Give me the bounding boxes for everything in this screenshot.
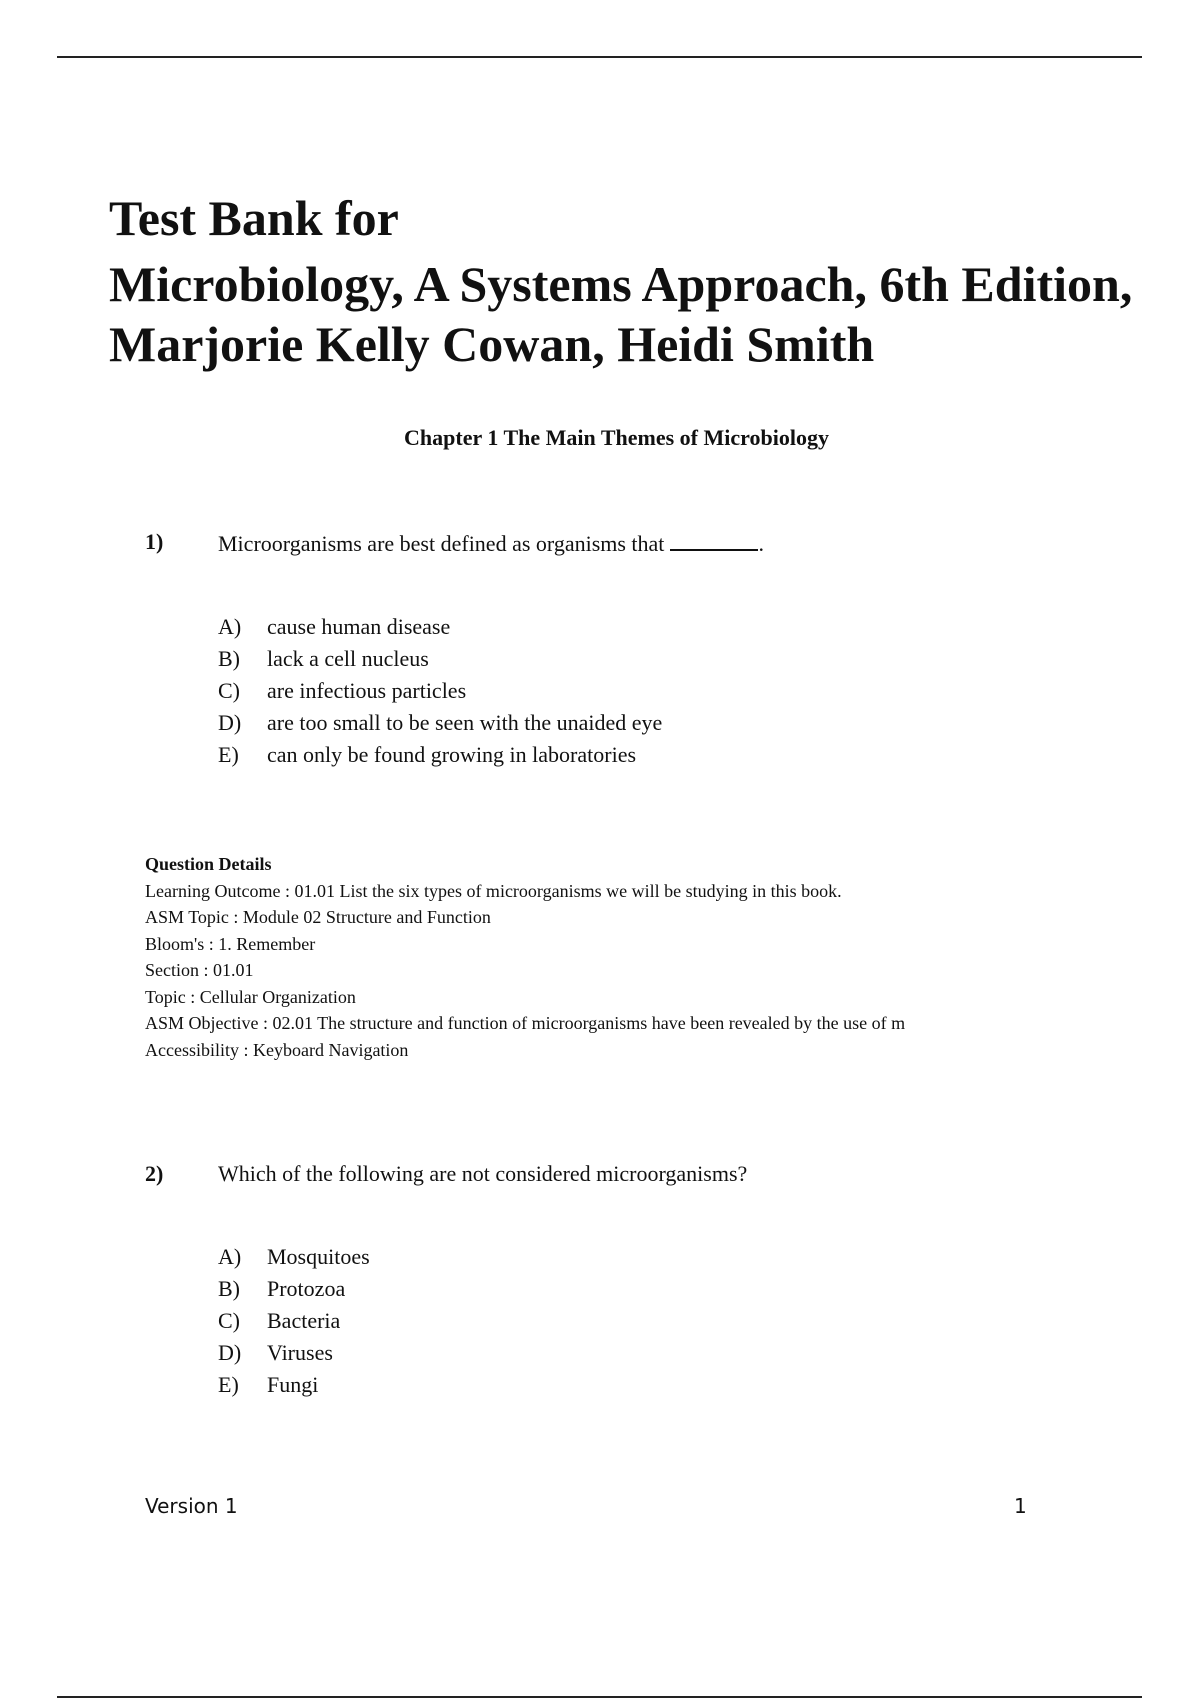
option-a	[218, 611, 1145, 643]
question-number: 1)	[145, 529, 164, 554]
detail-blooms: Bloom's : 1. Remember	[145, 933, 316, 954]
footer-version: Version 1	[145, 1494, 238, 1518]
option-letter: C)	[218, 678, 240, 703]
detail-topic: Topic : Cellular Organization	[145, 986, 356, 1007]
option-e	[218, 1369, 1145, 1401]
option-letter: B)	[218, 646, 240, 671]
option-letter: D)	[218, 710, 242, 735]
option-c	[218, 1305, 1145, 1337]
option-text: lack a cell nucleus	[267, 646, 429, 671]
question-details-heading: Question Details	[145, 854, 272, 874]
option-letter: E)	[218, 742, 239, 767]
option-b	[218, 643, 1145, 675]
question-text-body: Microorganisms are best defined as organisms that	[218, 531, 665, 556]
question-number: 2)	[145, 1161, 164, 1186]
question-2	[145, 1159, 1145, 1401]
document-title	[109, 190, 1169, 374]
option-text: Bacteria	[267, 1308, 341, 1333]
question-stem	[145, 527, 1145, 559]
option-letter: B)	[218, 1276, 240, 1301]
chapter-heading: Chapter 1 The Main Themes of Microbiology	[404, 425, 829, 450]
detail-section: Section : 01.01	[145, 960, 254, 980]
footer-page-number: 1	[1014, 1494, 1027, 1518]
answer-options	[218, 1241, 1145, 1401]
option-b	[218, 1273, 1145, 1305]
option-e	[218, 739, 1145, 771]
option-text: can only be found growing in laboratories	[267, 742, 637, 767]
detail-learning-outcome: Learning Outcome : 01.01 List the six types of microorganisms we will be studying in this book.	[145, 880, 842, 901]
top-rule	[57, 56, 1142, 58]
detail-asm-objective: ASM Objective : 02.01 The structure and function of microorganisms have been revealed by the use of m	[145, 1013, 906, 1033]
option-text: are infectious particles	[267, 678, 467, 703]
answer-blank	[670, 527, 758, 551]
question-text-end: .	[758, 531, 764, 556]
detail-asm-topic: ASM Topic : Module 02 Structure and Function	[145, 907, 491, 927]
bottom-rule	[57, 1696, 1142, 1698]
option-text: Mosquitoes	[267, 1244, 370, 1269]
option-d	[218, 1337, 1145, 1369]
question-details	[145, 851, 1145, 1063]
question-1	[145, 527, 1145, 771]
option-text: Viruses	[267, 1340, 333, 1365]
detail-accessibility: Accessibility : Keyboard Navigation	[145, 1039, 409, 1060]
option-d	[218, 707, 1145, 739]
option-text: Fungi	[267, 1372, 319, 1397]
answer-options	[218, 611, 1145, 771]
option-text: Protozoa	[267, 1276, 346, 1301]
option-letter: C)	[218, 1308, 240, 1333]
option-letter: A)	[218, 614, 242, 639]
title-line-2: Microbiology, A Systems Approach, 6th Edition, Marjorie Kelly Cowan, Heidi Smith	[109, 256, 1133, 372]
option-text: cause human disease	[267, 614, 451, 639]
option-c	[218, 675, 1145, 707]
option-text: are too small to be seen with the unaided eye	[267, 710, 663, 735]
option-letter: D)	[218, 1340, 242, 1365]
question-text: Which of the following are not considered microorganisms?	[218, 1161, 748, 1186]
option-a	[218, 1241, 1145, 1273]
question-stem	[145, 1159, 1145, 1189]
question-text	[218, 527, 764, 559]
title-line-1: Test Bank for	[109, 190, 399, 246]
option-letter: A)	[218, 1244, 242, 1269]
option-letter: E)	[218, 1372, 239, 1397]
